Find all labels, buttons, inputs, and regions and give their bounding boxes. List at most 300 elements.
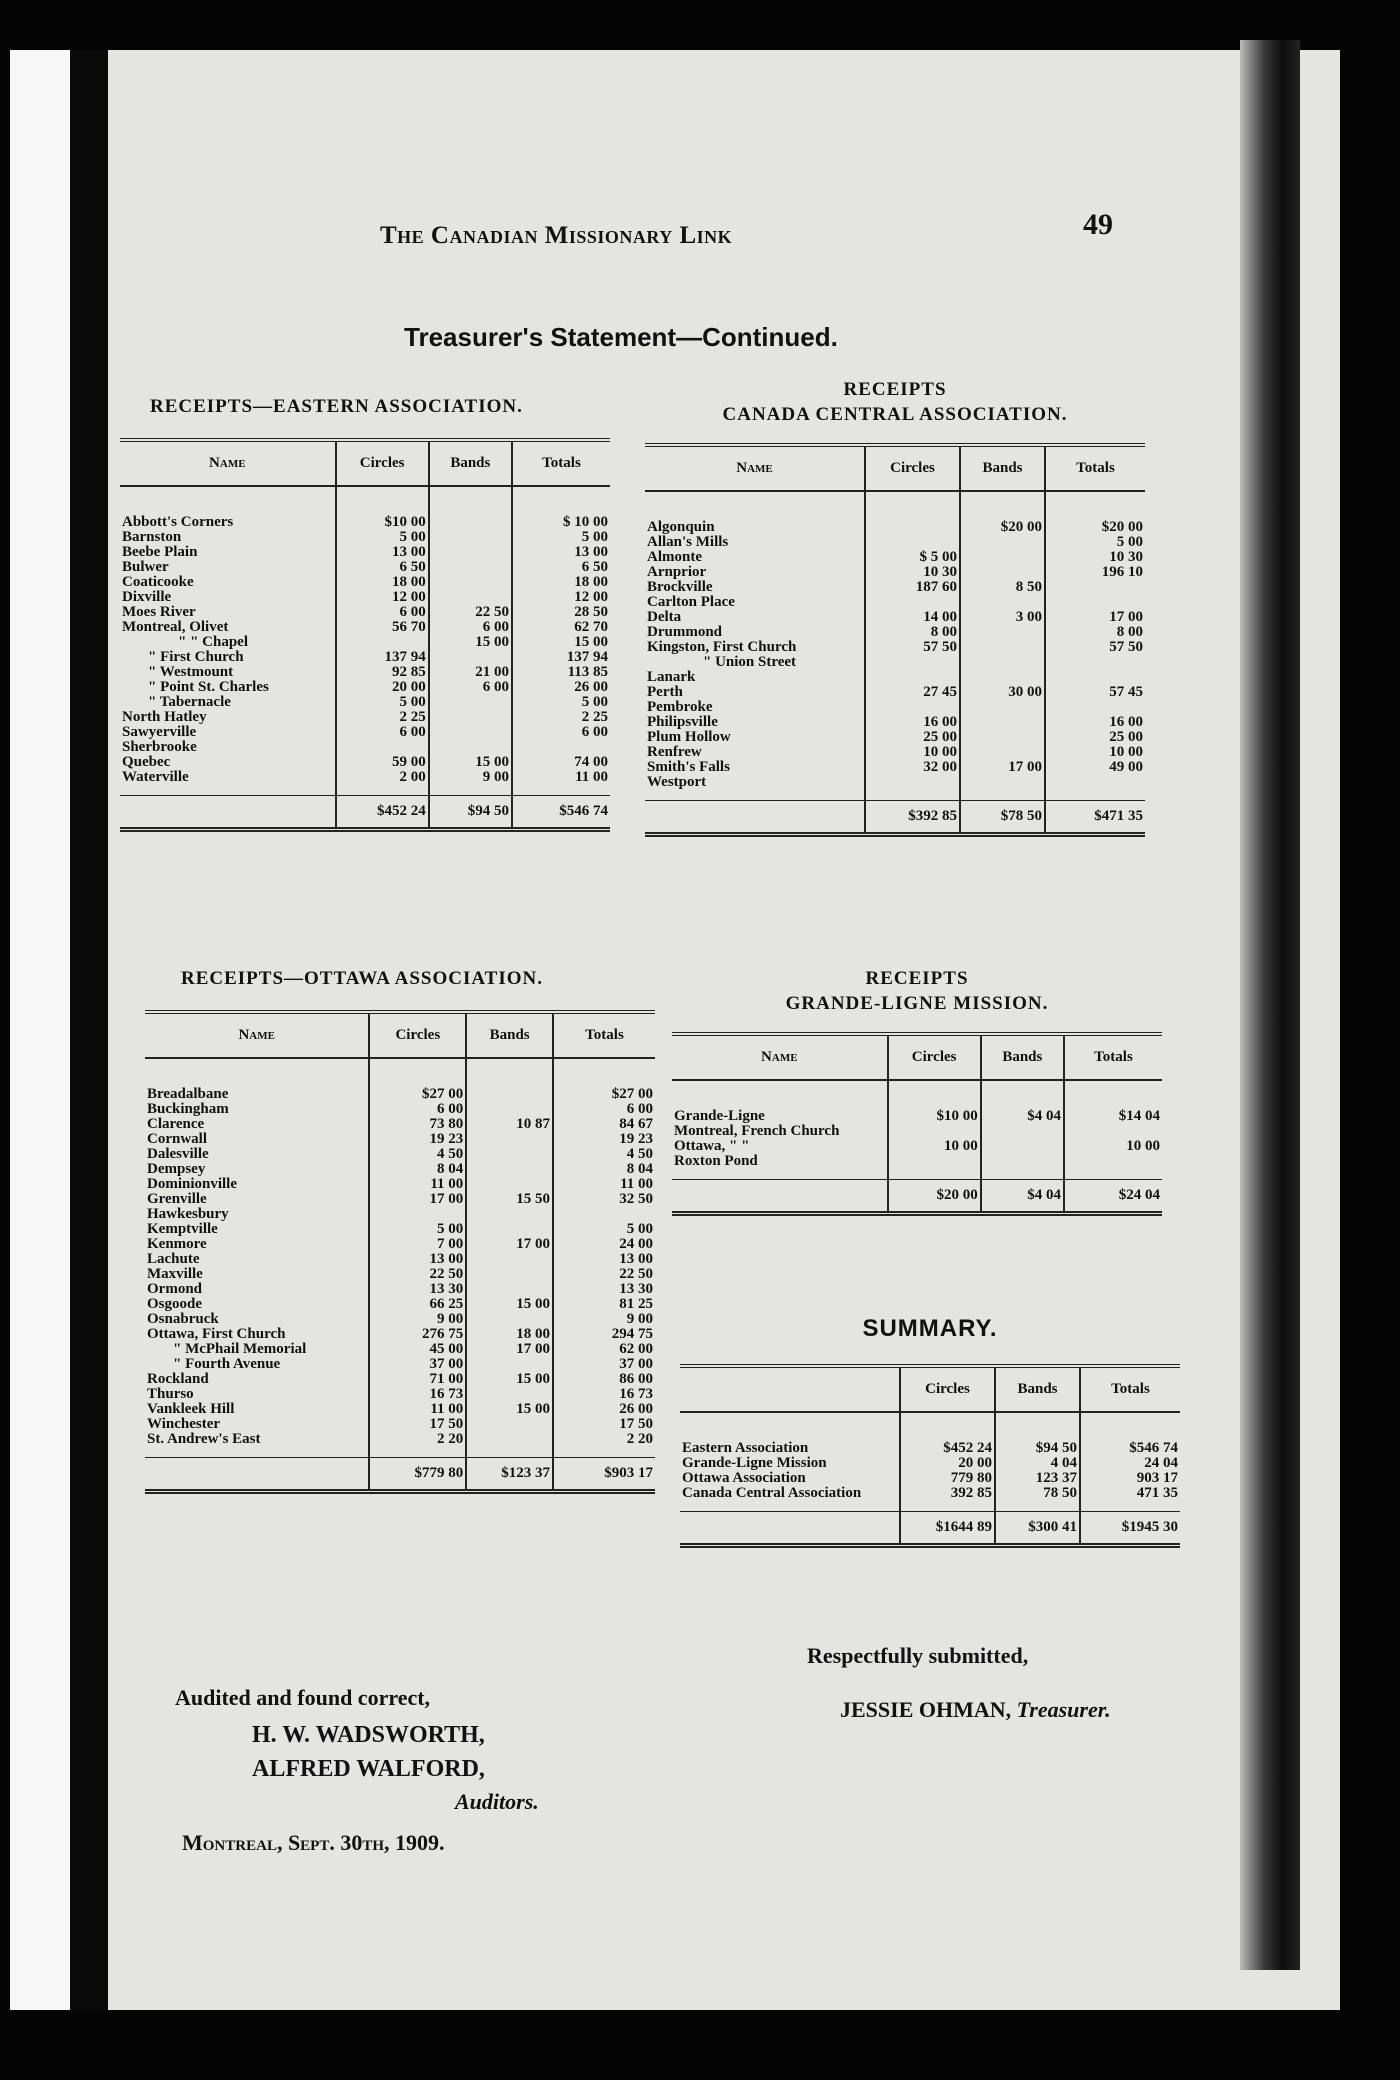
row-circles: 6 00 [336,605,429,620]
row-bands: 17 00 [466,1237,553,1252]
table-row [672,1154,1162,1180]
row-circles [888,1124,981,1139]
row-name: Ormond [147,1280,203,1297]
row-name: Coaticooke [122,573,194,590]
row-name: Ottawa, " " [674,1138,750,1155]
row-circles [865,655,960,670]
row-circles: 2 25 [336,710,429,725]
row-totals: 8 04 [553,1162,655,1177]
table-row [145,1402,655,1417]
row-name: " Union Street [703,654,797,671]
row-circles [865,491,960,535]
row-name: Almonte [647,549,702,566]
row-name: " Point St. Charles [148,678,269,695]
row-bands [466,1102,553,1117]
total-circles: $392 85 [865,801,960,835]
row-name: Waterville [122,768,189,785]
table-row [145,1342,655,1357]
grande-title-line2: GRANDE-LIGNE MISSION. [785,992,1049,1014]
grande-section [672,967,1162,1216]
central-title-line2: CANADA CENTRAL ASSOCIATION. [722,403,1068,425]
row-name: Renfrew [647,744,702,761]
row-circles: 392 85 [900,1486,995,1512]
col-bands-header: Bands [466,1012,553,1058]
row-bands [466,1252,553,1267]
row-totals: 26 00 [553,1402,655,1417]
row-name: Ottawa Association [682,1470,806,1487]
row-totals: 294 75 [553,1327,655,1342]
row-circles: 187 60 [865,580,960,595]
table-row [120,650,610,665]
summary-title: SUMMARY. [862,1315,998,1342]
book-binding [1240,40,1300,1970]
row-totals: 57 45 [1045,685,1145,700]
row-name: " McPhail Memorial [173,1340,307,1357]
row-circles: 13 00 [369,1252,466,1267]
row-totals: $ 10 00 [512,486,610,530]
row-circles: 27 45 [865,685,960,700]
col-bands-header: Bands [995,1366,1080,1412]
row-totals: 5 00 [512,530,610,545]
table-row [145,1192,655,1207]
row-bands [466,1267,553,1282]
row-circles: 8 04 [369,1162,466,1177]
row-bands [466,1432,553,1458]
row-name: " Fourth Avenue [173,1355,281,1372]
row-bands [429,725,512,740]
row-circles [865,595,960,610]
row-name: Hawkesbury [147,1205,229,1222]
total-row [672,1180,1162,1214]
row-name: Westport [647,774,707,791]
row-name: Kemptville [147,1220,218,1237]
table-row [120,590,610,605]
row-bands [981,1124,1064,1139]
row-circles [888,1154,981,1180]
total-totals: $1945 30 [1080,1512,1180,1546]
header-row [672,1034,1162,1080]
total-totals: $471 35 [1045,801,1145,835]
row-name: Drummond [647,624,723,641]
row-name: Breadalbane [147,1085,229,1102]
row-circles: 779 80 [900,1471,995,1486]
table-row [145,1117,655,1132]
table-row [680,1486,1180,1512]
row-circles: 8 00 [865,625,960,640]
row-totals: 5 00 [1045,535,1145,550]
row-bands [960,625,1045,640]
total-spacer [120,795,336,829]
row-circles [865,670,960,685]
total-row [680,1512,1180,1546]
row-circles: 17 00 [369,1192,466,1207]
row-circles: 10 30 [865,565,960,580]
col-circles-header: Circles [369,1012,466,1058]
eastern-section [120,395,610,832]
row-totals: 137 94 [512,650,610,665]
ottawa-section [145,967,655,1494]
row-circles: $452 24 [900,1412,995,1456]
table-row [145,1177,655,1192]
row-circles: 11 00 [369,1402,466,1417]
row-totals: 22 50 [553,1267,655,1282]
row-bands: 3 00 [960,610,1045,625]
row-totals: 18 00 [512,575,610,590]
ottawa-table [145,1010,655,1494]
place-date: Montreal, Sept. 30th, 1909. [182,1830,445,1855]
row-bands: 123 37 [995,1471,1080,1486]
row-totals: 16 00 [1045,715,1145,730]
row-bands: 18 00 [466,1327,553,1342]
row-totals: 5 00 [512,695,610,710]
row-name: Vankleek Hill [147,1400,235,1417]
row-circles: 5 00 [336,530,429,545]
running-title: The Canadian Missionary Link [380,222,733,249]
row-name: Grande-Ligne Mission [682,1455,827,1472]
summary-section [680,1313,1180,1548]
row-bands: 15 00 [429,755,512,770]
table-row [645,655,1145,670]
row-name: Carlton Place [647,594,735,611]
row-circles: 6 00 [336,725,429,740]
row-totals: 6 00 [512,725,610,740]
row-circles: 4 50 [369,1147,466,1162]
row-circles [369,1207,466,1222]
row-bands [960,670,1045,685]
header-row [680,1366,1180,1412]
row-bands [429,710,512,725]
row-totals: 5 00 [553,1222,655,1237]
row-name: Dominionville [147,1175,238,1192]
row-totals: 10 00 [1064,1139,1162,1154]
table-row [645,535,1145,550]
table-row [645,491,1145,535]
total-bands: $94 50 [429,795,512,829]
row-name: Sherbrooke [122,738,197,755]
row-circles: 18 00 [336,575,429,590]
ottawa-title: RECEIPTS—OTTAWA ASSOCIATION. [181,968,544,989]
row-bands [466,1147,553,1162]
row-name: Osgoode [147,1295,203,1312]
table-row [120,740,610,755]
row-totals: 86 00 [553,1372,655,1387]
row-totals: 13 00 [512,545,610,560]
table-row [145,1327,655,1342]
row-totals: 6 00 [553,1102,655,1117]
row-totals: 9 00 [553,1312,655,1327]
row-name: Grande-Ligne [674,1108,765,1125]
total-bands: $4 04 [981,1180,1064,1214]
row-circles: $10 00 [888,1080,981,1124]
table-row [120,560,610,575]
row-totals: 13 00 [553,1252,655,1267]
row-bands: 8 50 [960,580,1045,595]
col-circles-header: Circles [900,1366,995,1412]
total-totals: $903 17 [553,1457,655,1491]
row-name: Buckingham [147,1100,229,1117]
row-totals: $546 74 [1080,1412,1180,1456]
row-bands: 4 04 [995,1456,1080,1471]
col-name-header [680,1366,900,1412]
table-row [680,1471,1180,1486]
row-circles: 56 70 [336,620,429,635]
row-totals [1045,775,1145,801]
row-bands [429,486,512,530]
row-bands [960,565,1045,580]
header-row [645,445,1145,491]
row-bands: 15 50 [466,1192,553,1207]
total-circles: $452 24 [336,795,429,829]
table-row [645,595,1145,610]
row-bands: 17 00 [466,1342,553,1357]
row-bands [466,1162,553,1177]
row-circles: 6 00 [369,1102,466,1117]
row-totals: 2 25 [512,710,610,725]
row-totals: 10 30 [1045,550,1145,565]
summary-table [680,1364,1180,1548]
row-circles: $27 00 [369,1058,466,1102]
row-circles: 5 00 [369,1222,466,1237]
row-circles: 37 00 [369,1357,466,1372]
row-name: Kingston, First Church [647,639,797,656]
row-bands: $20 00 [960,491,1045,535]
row-name: Cornwall [147,1130,207,1147]
total-circles: $1644 89 [900,1512,995,1546]
row-totals: 25 00 [1045,730,1145,745]
row-bands [466,1417,553,1432]
table-row [645,700,1145,715]
row-bands: $94 50 [995,1412,1080,1456]
total-spacer [645,801,865,835]
row-name: Dalesville [147,1145,209,1162]
row-totals: 74 00 [512,755,610,770]
row-circles [865,700,960,715]
row-totals [1045,595,1145,610]
row-bands: $4 04 [981,1080,1064,1124]
row-bands [960,700,1045,715]
row-totals: 13 30 [553,1282,655,1297]
row-name: Canada Central Association [682,1485,862,1502]
col-circles-header: Circles [888,1034,981,1080]
table-row [120,486,610,530]
row-circles: 57 50 [865,640,960,655]
table-row [645,640,1145,655]
row-circles [865,775,960,801]
row-bands [960,640,1045,655]
row-totals: 37 00 [553,1357,655,1372]
row-name: " First Church [148,648,244,665]
row-totals: 471 35 [1080,1486,1180,1512]
table-row [645,670,1145,685]
row-circles: 32 00 [865,760,960,775]
row-circles: 16 00 [865,715,960,730]
table-row [145,1207,655,1222]
row-bands [466,1282,553,1297]
row-totals: 32 50 [553,1192,655,1207]
row-bands: 15 00 [429,635,512,650]
row-circles: 10 00 [888,1139,981,1154]
table-row [120,725,610,740]
table-row [145,1147,655,1162]
row-circles: 59 00 [336,755,429,770]
row-bands: 30 00 [960,685,1045,700]
total-row [645,801,1145,835]
col-name-header: Name [736,460,773,477]
row-name: Arnprior [647,564,707,581]
col-name-header: Name [761,1049,798,1066]
row-name: Lanark [647,669,696,686]
row-totals: 62 70 [512,620,610,635]
table-row [645,625,1145,640]
row-circles [336,635,429,650]
header-row [145,1012,655,1058]
row-circles [865,535,960,550]
table-row [145,1387,655,1402]
table-row [120,620,610,635]
row-bands [466,1207,553,1222]
row-name: Beebe Plain [122,543,198,560]
row-name: Ottawa, First Church [147,1325,286,1342]
table-row [120,755,610,770]
row-totals: 28 50 [512,605,610,620]
table-row [680,1412,1180,1456]
row-totals: $14 04 [1064,1080,1162,1124]
row-bands: 15 00 [466,1402,553,1417]
row-name: Grenville [147,1190,207,1207]
row-bands [960,550,1045,565]
row-name: Sawyerville [122,723,197,740]
table-row [145,1372,655,1387]
row-totals: 19 23 [553,1132,655,1147]
row-circles: 66 25 [369,1297,466,1312]
auditors-label: Auditors. [455,1789,539,1814]
row-bands [960,535,1045,550]
col-bands-header: Bands [981,1034,1064,1080]
table-row [120,575,610,590]
total-spacer [145,1457,369,1491]
table-row [145,1297,655,1312]
table-row [145,1162,655,1177]
table-row [120,665,610,680]
table-row [645,685,1145,700]
row-circles: 73 80 [369,1117,466,1132]
row-name: Dempsey [147,1160,206,1177]
row-name: Abbott's Corners [122,513,234,530]
row-name: Pembroke [647,699,713,716]
central-title-line1: RECEIPTS [843,379,947,400]
page-number: 49 [1083,208,1113,241]
row-totals: 17 50 [553,1417,655,1432]
table-row [145,1417,655,1432]
table-row [672,1080,1162,1124]
table-row [680,1456,1180,1471]
row-name: Osnabruck [147,1310,219,1327]
row-name: Eastern Association [682,1440,809,1457]
row-totals: 11 00 [553,1177,655,1192]
row-name: Lachute [147,1250,200,1267]
audited-line: Audited and found correct, [175,1685,431,1710]
treasurer-name: JESSIE OHMAN, [840,1697,1012,1722]
table-row [145,1252,655,1267]
row-totals [512,740,610,755]
row-name: North Hatley [122,708,207,725]
treasurer-title: Treasurer. [1016,1697,1111,1722]
table-row [145,1282,655,1297]
grande-table [672,1032,1162,1216]
row-name: " " Chapel [178,633,248,650]
row-totals: 6 50 [512,560,610,575]
row-name: Roxton Pond [674,1153,758,1170]
table-row [120,605,610,620]
row-bands [429,530,512,545]
row-name: " Westmount [148,663,234,680]
table-row [645,610,1145,625]
row-bands [466,1222,553,1237]
col-circles-header: Circles [865,445,960,491]
row-totals: 26 00 [512,680,610,695]
table-row [645,760,1145,775]
total-circles: $20 00 [888,1180,981,1214]
col-name-header: Name [238,1026,275,1043]
row-name: " Tabernacle [148,693,231,710]
row-circles: 71 00 [369,1372,466,1387]
row-bands [466,1132,553,1147]
page-left-edge [10,50,70,2010]
row-circles: 2 00 [336,770,429,796]
col-totals-header: Totals [1080,1366,1180,1412]
row-bands: 78 50 [995,1486,1080,1512]
row-circles: 276 75 [369,1327,466,1342]
table-row [120,770,610,796]
grande-title-line1: RECEIPTS [865,968,969,989]
row-name: Brockville [647,579,713,596]
table-row [145,1357,655,1372]
col-totals-header: Totals [1064,1034,1162,1080]
col-circles-header: Circles [336,440,429,486]
row-bands: 9 00 [429,770,512,796]
row-circles: 45 00 [369,1342,466,1357]
central-table [645,443,1145,837]
row-name: Montreal, French Church [674,1123,840,1140]
row-totals: 24 00 [553,1237,655,1252]
table-row [120,635,610,650]
auditor-2: ALFRED WALFORD, [252,1756,485,1782]
total-circles: $779 80 [369,1457,466,1491]
row-circles: 20 00 [900,1456,995,1471]
row-name: Clarence [147,1115,205,1132]
table-row [645,775,1145,801]
row-bands: 15 00 [466,1297,553,1312]
row-circles: 22 50 [369,1267,466,1282]
col-bands-header: Bands [960,445,1045,491]
row-totals [1045,670,1145,685]
total-spacer [680,1512,900,1546]
table-row [120,530,610,545]
table-row [145,1222,655,1237]
row-name: Delta [647,609,682,626]
row-bands [429,560,512,575]
submitted-line: Respectfully submitted, [807,1643,1029,1668]
row-totals [553,1207,655,1222]
row-circles: 6 50 [336,560,429,575]
page-dark-strip [70,50,108,2010]
row-bands [429,695,512,710]
row-bands [466,1387,553,1402]
row-bands [429,590,512,605]
row-totals: 11 00 [512,770,610,796]
table-row [645,580,1145,595]
table-row [145,1267,655,1282]
